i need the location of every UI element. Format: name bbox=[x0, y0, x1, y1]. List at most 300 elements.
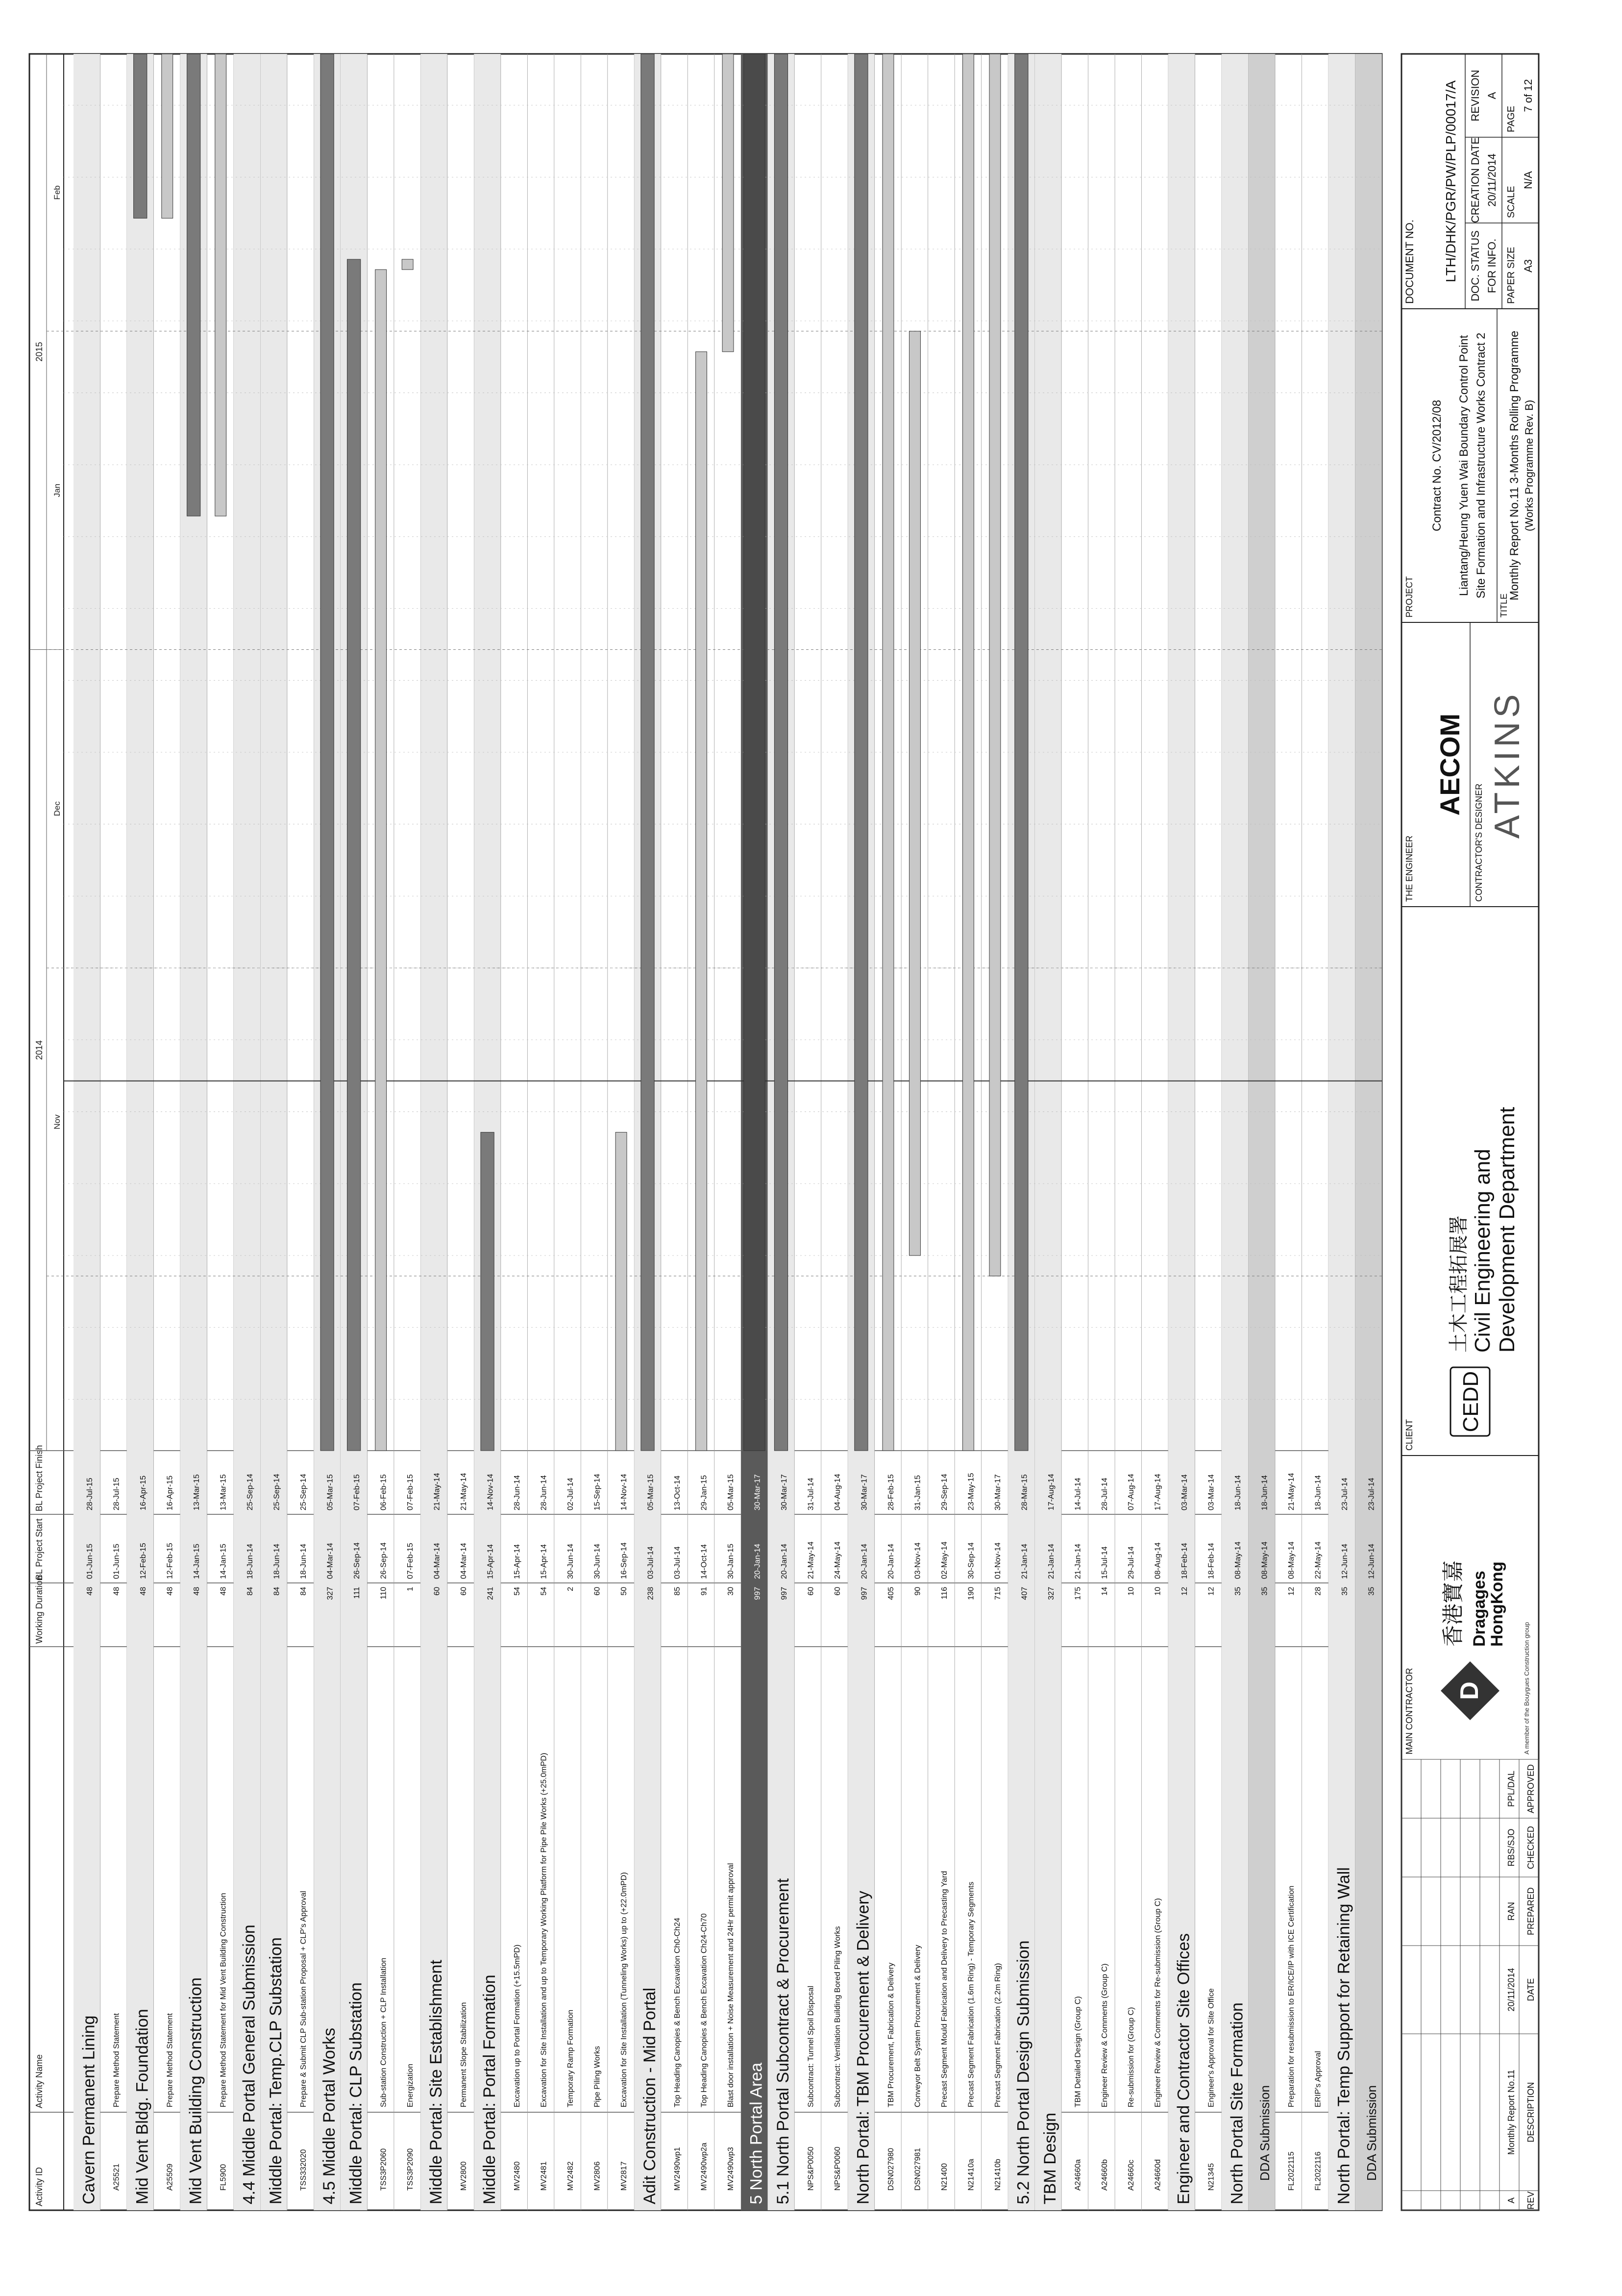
activity-name: Subcontract: Tunnel Spoil Disposal bbox=[807, 1985, 815, 2107]
client-label: CLIENT bbox=[1404, 1419, 1414, 1451]
gantt-bar bbox=[696, 352, 707, 1451]
cedd-name: Development Department bbox=[1495, 1107, 1519, 1353]
gantt-bar bbox=[134, 54, 147, 218]
activity-row bbox=[1101, 54, 1115, 2210]
start-date: 12-Feb-15 bbox=[139, 1543, 148, 1579]
start-date: 30-Jun-14 bbox=[566, 1543, 575, 1579]
start-date: 21-Jan-14 bbox=[1020, 1543, 1029, 1579]
activity-id: TSS3P2060 bbox=[379, 2148, 388, 2191]
title-label: TITLE bbox=[1499, 593, 1509, 617]
activity-name: Blast door installation + Noise Measurement and 24Hr permit approval bbox=[726, 1863, 735, 2107]
finish-date: 31-Jan-15 bbox=[913, 1475, 922, 1510]
dragages-name: Dragages bbox=[1470, 1571, 1489, 1647]
finish-date: 14-Jul-14 bbox=[1074, 1478, 1082, 1510]
activity-name: Prepare & Submit CLP Sub-station Proposal + CLP's Approval bbox=[299, 1891, 308, 2107]
duration: 48 bbox=[86, 1587, 95, 1596]
title-line: Monthly Report No.11 3-Months Rolling Programme bbox=[1508, 330, 1521, 601]
wbs-row bbox=[1328, 54, 1355, 2210]
duration: 35 bbox=[1367, 1587, 1376, 1596]
aecom-logo: AECOM bbox=[1434, 713, 1465, 816]
wbs-row bbox=[1222, 54, 1248, 2210]
finish-date: 28-Jul-15 bbox=[86, 1478, 95, 1510]
dragages-tagline: A member of the Bouygues Construction group bbox=[1523, 1622, 1530, 1754]
cedd-chinese: 土木工程拓展署 bbox=[1448, 1215, 1470, 1353]
start-date: 18-Feb-14 bbox=[1207, 1543, 1216, 1579]
finish-date: 03-Mar-14 bbox=[1180, 1474, 1189, 1510]
gantt-bar bbox=[187, 54, 200, 516]
activity-row bbox=[807, 54, 821, 2210]
start-date: 14-Jan-15 bbox=[193, 1543, 201, 1579]
finish-date: 17-Aug-14 bbox=[1154, 1474, 1162, 1510]
gantt-bar bbox=[641, 54, 654, 1451]
finish-date: 18-Jun-14 bbox=[1260, 1475, 1269, 1510]
gantt-bar bbox=[963, 54, 974, 1451]
activity-row bbox=[460, 54, 474, 2210]
start-date: 04-Mar-14 bbox=[433, 1543, 442, 1579]
wbs-name: Middle Portal: CLP Substation bbox=[346, 1982, 366, 2204]
start-date: 08-May-14 bbox=[1234, 1541, 1243, 1579]
finish-date: 16-Apr-15 bbox=[166, 1475, 174, 1510]
activity-name: Top Heading Canopies & Bench Excavation Ch0-Ch24 bbox=[673, 1918, 682, 2107]
dragages-letter: D bbox=[1455, 1681, 1484, 1700]
activity-row bbox=[1074, 54, 1088, 2210]
start-date: 21-Jan-14 bbox=[1074, 1543, 1082, 1579]
month-label: Jan bbox=[52, 483, 62, 497]
start-date: 20-Jan-14 bbox=[780, 1543, 788, 1579]
wbs-name: 5.2 North Portal Design Submission bbox=[1014, 1940, 1033, 2204]
wbs-name: North Portal: Temp Support for Retaining Wall bbox=[1334, 1867, 1353, 2204]
finish-date: 07-Feb-15 bbox=[406, 1474, 415, 1510]
activity-name: Prepare Method Statement bbox=[112, 2013, 121, 2107]
title-line: (Works Programme Rev. B) bbox=[1523, 399, 1535, 532]
start-date: 26-Sep-14 bbox=[379, 1542, 388, 1579]
finish-date: 25-Sep-14 bbox=[299, 1474, 308, 1510]
finish-date: 30-Mar-17 bbox=[993, 1474, 1002, 1510]
start-date: 08-Aug-14 bbox=[1154, 1542, 1162, 1579]
finish-date: 23-Jul-14 bbox=[1367, 1478, 1376, 1510]
activity-name: Precast Segment Mould Fabrication and Delivery to Precasting Yard bbox=[940, 1871, 949, 2107]
doc-cell-label: PAPER SIZE bbox=[1506, 247, 1517, 304]
activity-id: DSN027981 bbox=[913, 2148, 922, 2191]
project-line: Site Formation and Infrastructure Works Contract 2 bbox=[1475, 332, 1488, 599]
year-label: 2015 bbox=[34, 342, 44, 362]
designer-label: CONTRACTOR'S DESIGNER bbox=[1474, 783, 1484, 902]
start-date: 02-May-14 bbox=[940, 1541, 949, 1579]
start-date: 26-Sep-14 bbox=[353, 1542, 362, 1579]
activity-id: A24660d bbox=[1154, 2159, 1162, 2191]
activity-row bbox=[673, 54, 688, 2210]
doc-cell-label: PAGE bbox=[1506, 105, 1517, 132]
duration: 48 bbox=[219, 1587, 228, 1596]
start-date: 18-Feb-14 bbox=[1180, 1543, 1189, 1579]
gantt-bar bbox=[744, 54, 765, 1451]
year-label: 2014 bbox=[34, 1040, 44, 1060]
doc-no: LTH/DHK/PGR/PW/PLP/00017/A bbox=[1443, 80, 1458, 282]
doc-no-label: DOCUMENT NO. bbox=[1403, 220, 1416, 304]
gantt-bar bbox=[722, 54, 734, 352]
start-date: 01-Jun-15 bbox=[112, 1543, 121, 1579]
gantt-bar bbox=[402, 259, 413, 270]
wbs-row bbox=[420, 54, 447, 2210]
activity-name: Pipe Piling Works bbox=[593, 2046, 602, 2107]
duration: 48 bbox=[139, 1587, 148, 1596]
duration: 35 bbox=[1260, 1587, 1269, 1596]
activity-row bbox=[540, 54, 554, 2210]
project-label: PROJECT bbox=[1404, 576, 1414, 617]
gantt-bar bbox=[375, 270, 387, 1451]
activity-name: Re-submission for (Group C) bbox=[1127, 2007, 1136, 2107]
activity-id: N21345 bbox=[1207, 2163, 1216, 2191]
activity-id: MV2480 bbox=[513, 2161, 521, 2191]
rev-cell: RBS/SJO bbox=[1506, 1828, 1516, 1867]
col-start: BL Project Start bbox=[34, 1518, 44, 1580]
activity-name: Precast Segment Fabrication (1.6m Ring) - Temporary Segments bbox=[967, 1881, 976, 2107]
duration: 1 bbox=[406, 1587, 415, 1591]
atkins-logo: ATKINS bbox=[1488, 690, 1527, 839]
activity-name: Excavation for Site Installation (Tunneling Works) up to (+22.0mPD) bbox=[619, 1872, 628, 2107]
month-label: Nov bbox=[52, 1114, 62, 1130]
activity-row bbox=[593, 54, 607, 2210]
finish-date: 14-Nov-14 bbox=[486, 1474, 495, 1510]
start-date: 01-Jun-15 bbox=[86, 1543, 95, 1579]
activity-name: Temporary Ramp Formation bbox=[566, 2009, 575, 2107]
finish-date: 23-May-15 bbox=[967, 1473, 976, 1510]
activity-id: DSN027980 bbox=[886, 2148, 895, 2191]
rev-header: DATE bbox=[1526, 1978, 1536, 2001]
activity-id: FL2022115 bbox=[1287, 2151, 1296, 2191]
start-date: 15-Apr-14 bbox=[486, 1544, 495, 1579]
activity-row bbox=[727, 54, 741, 2210]
start-date: 18-Jun-14 bbox=[272, 1543, 281, 1579]
duration: 241 bbox=[486, 1587, 495, 1600]
activity-name: Top Heading Canopies & Bench Excavation Ch24-Ch70 bbox=[700, 1913, 709, 2107]
start-date: 14-Jan-15 bbox=[219, 1543, 228, 1579]
activity-row bbox=[1314, 54, 1328, 2210]
wbs-name: North Portal Site Formation bbox=[1228, 2002, 1247, 2204]
finish-date: 05-Mar-15 bbox=[726, 1474, 735, 1510]
start-date: 07-Feb-15 bbox=[406, 1543, 415, 1579]
activity-name: TBM Detailed Design (Group C) bbox=[1074, 1996, 1082, 2107]
activity-row bbox=[940, 54, 955, 2210]
start-date: 30-Jan-15 bbox=[726, 1543, 735, 1579]
finish-date: 07-Feb-15 bbox=[353, 1474, 362, 1510]
activity-name: Engineer Review & Comments (Group C) bbox=[1100, 1963, 1109, 2107]
start-date: 30-Sep-14 bbox=[967, 1542, 976, 1579]
wbs-name: Middle Portal: Portal Formation bbox=[480, 1975, 499, 2204]
wbs-row bbox=[1355, 54, 1382, 2210]
finish-date: 21-May-14 bbox=[1287, 1473, 1296, 1510]
wbs-row bbox=[1035, 54, 1061, 2210]
activity-name: Engineer Review & Comments for Re-submission (Group C) bbox=[1154, 1898, 1162, 2107]
duration: 28 bbox=[1314, 1587, 1323, 1596]
wbs-row bbox=[74, 54, 100, 2210]
title-block bbox=[1401, 54, 1539, 2210]
start-date: 04-Mar-14 bbox=[460, 1543, 468, 1579]
finish-date: 30-Mar-17 bbox=[780, 1474, 788, 1510]
activity-id: FL5900 bbox=[219, 2164, 228, 2191]
duration: 60 bbox=[833, 1587, 842, 1596]
finish-date: 05-Mar-15 bbox=[326, 1474, 335, 1510]
activity-name: ERIP's Approval bbox=[1314, 2050, 1323, 2107]
activity-name: Excavation for Site Installation and up to Temporary Working Platform for Pipe Pile Works (+25.0mPD) bbox=[540, 1753, 548, 2107]
rev-cell: Monthly Report No.11 bbox=[1506, 2070, 1516, 2155]
start-date: 08-May-14 bbox=[1260, 1541, 1269, 1579]
duration: 60 bbox=[460, 1587, 468, 1596]
start-date: 21-May-14 bbox=[807, 1541, 815, 1579]
finish-date: 28-Jul-14 bbox=[1100, 1478, 1109, 1510]
rev-header: APPROVED bbox=[1526, 1764, 1536, 1814]
duration: 48 bbox=[166, 1587, 174, 1596]
start-date: 15-Jul-14 bbox=[1100, 1546, 1109, 1579]
start-date: 30-Jun-14 bbox=[593, 1543, 602, 1579]
duration: 30 bbox=[726, 1587, 735, 1596]
finish-date: 06-Feb-15 bbox=[379, 1474, 388, 1510]
finish-date: 13-Mar-15 bbox=[219, 1474, 228, 1510]
activity-table bbox=[74, 54, 1382, 2210]
duration: 2 bbox=[566, 1587, 575, 1591]
project-line: Liantang/Heung Yuen Wai Boundary Control Point bbox=[1457, 335, 1471, 596]
activity-name: Permanent Slope Stabilization bbox=[460, 2002, 468, 2107]
wbs-row bbox=[127, 54, 153, 2210]
duration: 175 bbox=[1074, 1587, 1082, 1600]
start-date: 12-Jun-14 bbox=[1367, 1543, 1376, 1579]
activity-id: TSS3P2090 bbox=[406, 2148, 415, 2191]
row-band bbox=[127, 54, 153, 2210]
finish-date: 17-Aug-14 bbox=[1047, 1474, 1056, 1510]
activity-id: MV2817 bbox=[619, 2161, 628, 2191]
wbs-name: Adit Construction - Mid Portal bbox=[640, 1987, 659, 2204]
activity-name: TBM Procurement, Fabrication & Delivery bbox=[886, 1962, 895, 2107]
finish-date: 31-Jul-14 bbox=[807, 1478, 815, 1510]
duration: 12 bbox=[1287, 1587, 1296, 1596]
activity-name: Excavation up to Portal Formation (+15.5mPD) bbox=[513, 1944, 521, 2107]
finish-date: 21-May-14 bbox=[460, 1473, 468, 1510]
engineer-label: THE ENGINEER bbox=[1404, 835, 1414, 902]
activity-name: Energization bbox=[406, 2064, 415, 2107]
activity-name: Prepare Method Statement for Mid Vent Building Construction bbox=[219, 1893, 228, 2107]
activity-id: A25509 bbox=[166, 2163, 174, 2191]
duration: 14 bbox=[1100, 1587, 1109, 1596]
duration: 35 bbox=[1234, 1587, 1243, 1596]
gantt-bar bbox=[615, 1132, 627, 1451]
duration: 12 bbox=[1180, 1587, 1189, 1596]
doc-cell-value: 7 of 12 bbox=[1522, 79, 1534, 112]
start-date: 03-Jul-14 bbox=[646, 1546, 655, 1579]
start-date: 24-May-14 bbox=[833, 1541, 842, 1579]
row-band bbox=[1035, 54, 1061, 2210]
start-date: 15-Apr-14 bbox=[513, 1544, 521, 1579]
rev-cell: A bbox=[1506, 2197, 1516, 2204]
project-line: Contract No. CV/2012/08 bbox=[1430, 399, 1444, 532]
finish-date: 28-Jul-15 bbox=[112, 1478, 121, 1510]
start-date: 20-Jan-14 bbox=[753, 1543, 762, 1579]
duration: 85 bbox=[673, 1587, 682, 1596]
row-band bbox=[1355, 54, 1382, 2210]
duration: 997 bbox=[860, 1587, 869, 1600]
cedd-mark: CEDD bbox=[1459, 1371, 1483, 1432]
gantt-bar bbox=[481, 1132, 494, 1451]
duration: 997 bbox=[753, 1587, 762, 1600]
wbs-name: Engineer and Contractor Site Offices bbox=[1174, 1933, 1193, 2204]
wbs-row bbox=[234, 54, 260, 2210]
row-band bbox=[1222, 54, 1248, 2210]
doc-cell-label: SCALE bbox=[1506, 186, 1517, 218]
duration: 48 bbox=[193, 1587, 201, 1596]
finish-date: 05-Mar-15 bbox=[646, 1474, 655, 1510]
duration: 90 bbox=[913, 1587, 922, 1596]
start-date: 29-Jul-14 bbox=[1127, 1546, 1136, 1579]
start-date: 01-Nov-14 bbox=[993, 1542, 1002, 1579]
duration: 60 bbox=[433, 1587, 442, 1596]
wbs-name: DDA Submission bbox=[1364, 2085, 1379, 2181]
start-date: 08-May-14 bbox=[1287, 1541, 1296, 1579]
wbs-name: Cavern Permanent Lining bbox=[79, 2015, 98, 2204]
activity-name: Sub-station Construction + CLP Installation bbox=[379, 1957, 388, 2107]
gantt-bar bbox=[989, 54, 1001, 1276]
finish-date: 25-Sep-14 bbox=[246, 1474, 255, 1510]
gantt-bar bbox=[215, 54, 226, 516]
start-date: 22-May-14 bbox=[1314, 1541, 1323, 1579]
finish-date: 02-Jul-14 bbox=[566, 1478, 575, 1510]
duration: 116 bbox=[940, 1587, 949, 1600]
doc-cell-label: DOC. STATUS bbox=[1469, 230, 1481, 301]
gantt-bar bbox=[1015, 54, 1028, 1451]
rev-header: DESCRIPTION bbox=[1526, 2082, 1536, 2143]
finish-date: 07-Aug-14 bbox=[1127, 1474, 1136, 1510]
wbs-name: Mid Vent Bldg. Foundation bbox=[133, 2009, 152, 2204]
activity-row bbox=[1154, 54, 1168, 2210]
finish-date: 13-Oct-14 bbox=[673, 1475, 682, 1510]
duration: 54 bbox=[540, 1587, 548, 1596]
duration: 60 bbox=[593, 1587, 602, 1596]
row-band bbox=[1168, 54, 1195, 2210]
activity-name: Precast Segment Fabrication (2.2m Ring) bbox=[993, 1963, 1002, 2107]
duration: 327 bbox=[1047, 1587, 1056, 1600]
duration: 190 bbox=[967, 1587, 976, 1600]
finish-date: 28-Feb-15 bbox=[886, 1474, 895, 1510]
activity-row bbox=[406, 54, 420, 2210]
duration: 407 bbox=[1020, 1587, 1029, 1600]
duration: 10 bbox=[1154, 1587, 1162, 1596]
row-band bbox=[420, 54, 447, 2210]
col-activity-name: Activity Name bbox=[34, 2054, 44, 2108]
duration: 405 bbox=[886, 1587, 895, 1600]
gantt-bar bbox=[883, 54, 894, 1451]
activity-id: MV2481 bbox=[540, 2161, 548, 2191]
activity-row bbox=[834, 54, 848, 2210]
activity-id: MV2490wp3 bbox=[726, 2147, 735, 2191]
wbs-name: 5 North Portal Area bbox=[747, 2062, 766, 2204]
month-label: Feb bbox=[52, 185, 62, 200]
finish-date: 16-Apr-15 bbox=[139, 1475, 148, 1510]
duration: 327 bbox=[326, 1587, 335, 1600]
finish-date: 14-Nov-14 bbox=[619, 1474, 628, 1510]
activity-row bbox=[1287, 54, 1302, 2210]
duration: 110 bbox=[379, 1587, 388, 1600]
start-date: 03-Nov-14 bbox=[913, 1542, 922, 1579]
duration: 111 bbox=[353, 1587, 362, 1599]
wbs-name: 4.4 Middle Portal General Submission bbox=[240, 1925, 259, 2204]
duration: 238 bbox=[646, 1587, 655, 1600]
activity-id: FL2022116 bbox=[1314, 2151, 1323, 2191]
activity-id: A24660b bbox=[1100, 2159, 1109, 2191]
dragages-name: HongKong bbox=[1488, 1561, 1506, 1647]
wbs-name: 4.5 Middle Portal Works bbox=[319, 2027, 339, 2204]
activity-name: Engineer's Approval for Site Office bbox=[1207, 1988, 1216, 2107]
month-label: Dec bbox=[52, 801, 62, 816]
duration: 997 bbox=[780, 1587, 788, 1600]
finish-date: 29-Jan-15 bbox=[700, 1475, 709, 1510]
activity-id: TSS332020 bbox=[299, 2149, 308, 2191]
doc-cell-value: A3 bbox=[1522, 259, 1534, 272]
duration: 715 bbox=[993, 1587, 1002, 1600]
finish-date: 28-Mar-15 bbox=[1020, 1474, 1029, 1510]
duration: 10 bbox=[1127, 1587, 1136, 1596]
activity-id: MV2482 bbox=[566, 2161, 575, 2191]
start-date: 12-Feb-15 bbox=[166, 1543, 174, 1579]
activity-id: MV2800 bbox=[460, 2161, 468, 2191]
duration: 91 bbox=[700, 1587, 709, 1596]
activity-row bbox=[566, 54, 581, 2210]
finish-date: 21-May-14 bbox=[433, 1473, 442, 1510]
finish-date: 25-Sep-14 bbox=[272, 1474, 281, 1510]
start-date: 21-Jan-14 bbox=[1047, 1543, 1056, 1579]
finish-date: 03-Mar-14 bbox=[1207, 1474, 1216, 1510]
doc-cell-value: N/A bbox=[1522, 171, 1534, 189]
wbs-row bbox=[260, 54, 287, 2210]
activity-row bbox=[166, 54, 180, 2210]
activity-id: A25521 bbox=[112, 2163, 121, 2191]
start-date: 14-Oct-14 bbox=[700, 1544, 709, 1579]
finish-date: 15-Sep-14 bbox=[593, 1474, 602, 1510]
start-date: 18-Jun-14 bbox=[299, 1543, 308, 1579]
gantt-bar bbox=[347, 259, 361, 1451]
finish-date: 04-Aug-14 bbox=[833, 1474, 842, 1510]
duration: 48 bbox=[112, 1587, 121, 1596]
start-date: 20-Jan-14 bbox=[886, 1543, 895, 1579]
duration: 54 bbox=[513, 1587, 521, 1596]
activity-row bbox=[1127, 54, 1141, 2210]
wbs-name: Middle Portal: Site Establishment bbox=[426, 1960, 445, 2204]
duration: 84 bbox=[246, 1587, 255, 1596]
gantt-bar bbox=[774, 54, 787, 1451]
start-date: 04-Mar-14 bbox=[326, 1543, 335, 1579]
activity-id: N21400 bbox=[940, 2163, 949, 2191]
rev-header: REV bbox=[1526, 2191, 1536, 2210]
activity-id: NPS&P0050 bbox=[807, 2147, 815, 2191]
activity-id: MV2490wp1 bbox=[673, 2147, 682, 2191]
doc-cell-value: 20/11/2014 bbox=[1486, 153, 1498, 207]
rev-cell: RAN bbox=[1506, 1901, 1516, 1921]
activity-id: N21410a bbox=[967, 2159, 976, 2191]
row-band bbox=[260, 54, 287, 2210]
finish-date: 28-Jun-14 bbox=[540, 1475, 548, 1510]
rev-header: CHECKED bbox=[1526, 1826, 1536, 1870]
finish-date: 30-Mar-17 bbox=[753, 1474, 762, 1510]
gantt-bar bbox=[909, 331, 921, 1256]
cedd-name: Civil Engineering and bbox=[1471, 1149, 1495, 1353]
wbs-row bbox=[1249, 54, 1275, 2210]
finish-date: 29-Sep-14 bbox=[940, 1474, 949, 1510]
duration: 50 bbox=[619, 1587, 628, 1596]
wbs-name: DDA Submission bbox=[1257, 2085, 1273, 2181]
gantt-bar bbox=[855, 54, 868, 1451]
rev-cell: PPL/DAL bbox=[1506, 1770, 1516, 1807]
finish-date: 30-Mar-17 bbox=[860, 1474, 869, 1510]
finish-date: 18-Jun-14 bbox=[1314, 1475, 1323, 1510]
finish-date: 23-Jul-14 bbox=[1341, 1478, 1350, 1510]
activity-id: N21410b bbox=[993, 2159, 1002, 2191]
